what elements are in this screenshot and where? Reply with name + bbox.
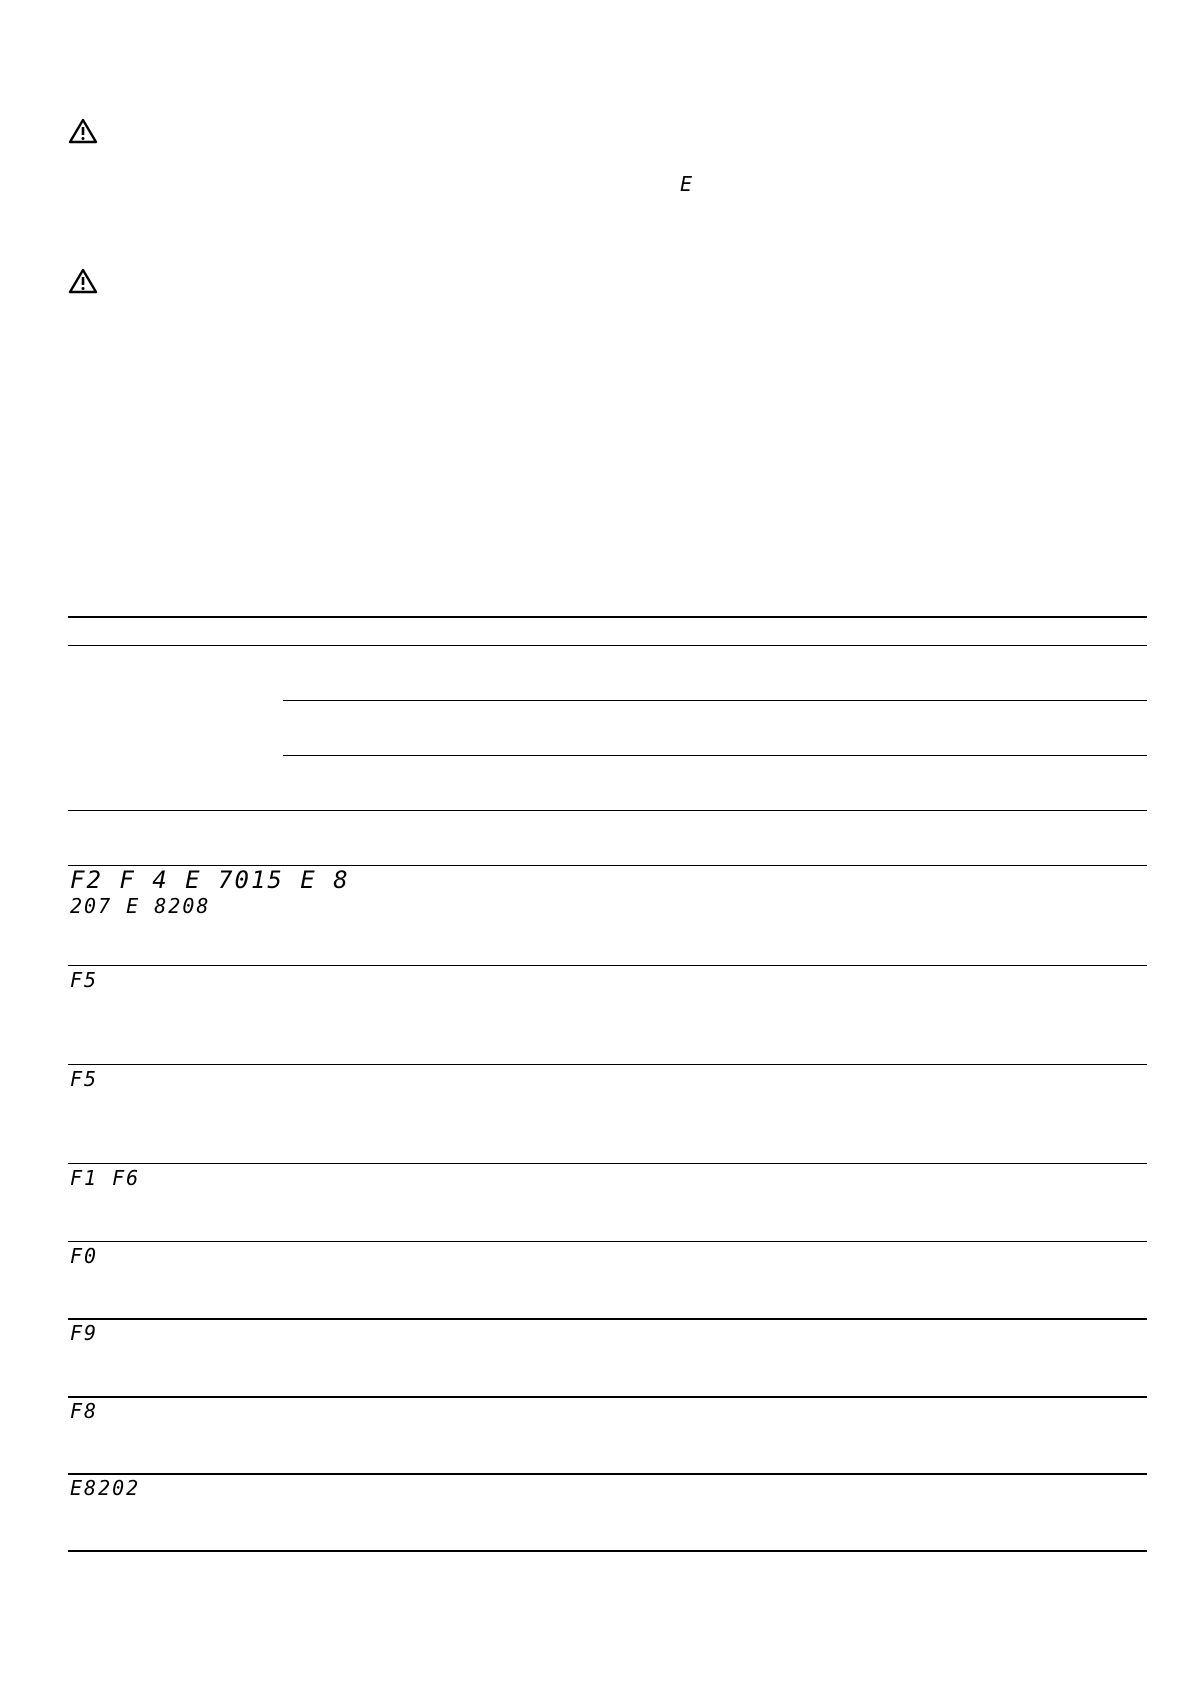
error-code-cell: F9	[70, 1321, 99, 1345]
table-row-rule	[68, 810, 1147, 811]
warning-triangle-icon	[68, 268, 98, 294]
table-top-rule	[68, 616, 1147, 618]
error-code-cell: F0	[70, 1244, 99, 1268]
error-code-cell: F2 F 4 E 7015 E 8	[70, 866, 350, 894]
error-code-cell: E8202	[70, 1476, 141, 1500]
error-code-cell: 207 E 8208	[70, 894, 211, 918]
table-row-rule	[68, 1473, 1147, 1475]
table-sub-rule	[283, 700, 1147, 701]
table-row-rule	[68, 1241, 1147, 1242]
table-row-rule	[68, 965, 1147, 966]
table-row-rule	[68, 1163, 1147, 1164]
table-bottom-rule	[68, 1550, 1147, 1552]
table-header-rule	[68, 645, 1147, 646]
error-code-cell: F8	[70, 1399, 99, 1423]
warning-triangle-icon	[68, 118, 98, 144]
error-code-cell: F5	[70, 968, 99, 992]
error-code-cell: F1 F6	[70, 1166, 141, 1190]
table-row-rule	[68, 1396, 1147, 1398]
table-row-rule	[68, 1318, 1147, 1320]
error-code-cell: F5	[70, 1067, 99, 1091]
table-row-rule	[68, 1064, 1147, 1065]
inline-display-code: E	[680, 172, 695, 196]
table-sub-rule	[283, 755, 1147, 756]
